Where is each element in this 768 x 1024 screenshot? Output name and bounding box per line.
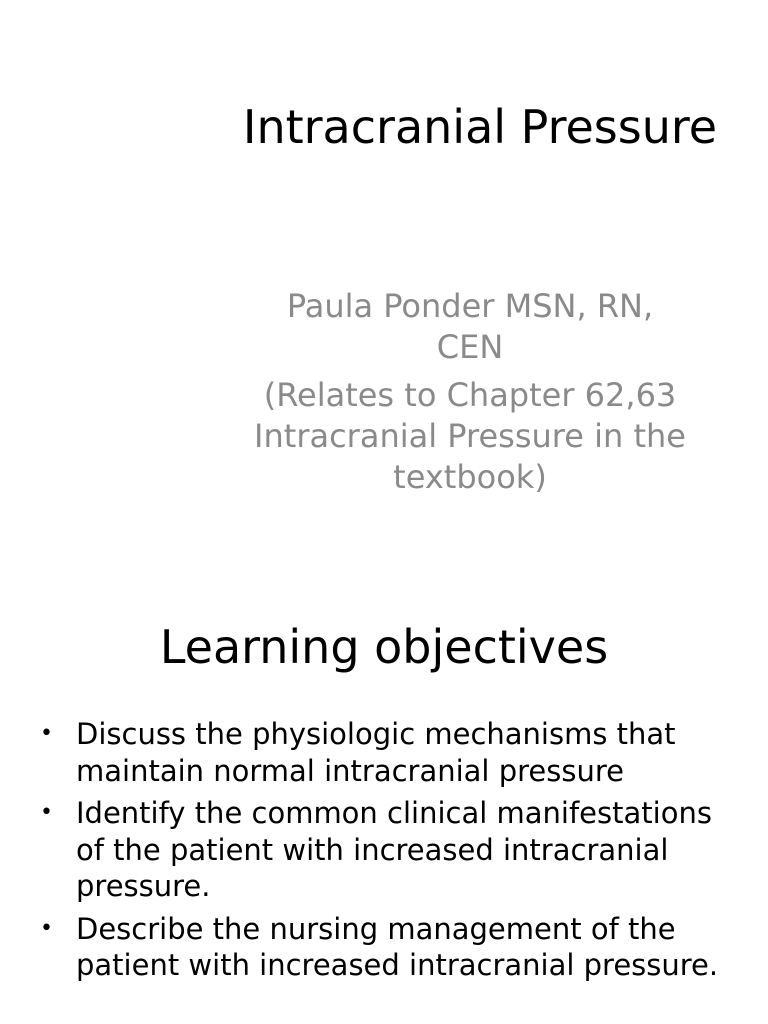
objectives-title: Learning objectives xyxy=(159,620,609,674)
bullet-icon: • xyxy=(40,915,53,941)
objectives-list xyxy=(40,716,740,990)
author-line: Paula Ponder MSN, RN, CEN xyxy=(286,287,654,366)
bullet-icon: • xyxy=(40,800,53,825)
list-item xyxy=(40,911,740,984)
list-item xyxy=(40,716,740,789)
slide-subtitle xyxy=(250,286,690,505)
objective-text: Discuss the physiologic mechanisms that maintain normal intracranial pressure xyxy=(76,717,676,788)
slide-title: Intracranial Pressure xyxy=(242,100,718,154)
bullet-icon: • xyxy=(40,721,53,746)
objective-text: Describe the nursing management of the patient with increased intracranial pressure. xyxy=(76,911,719,982)
chapter-reference: (Relates to Chapter 62,63 Intracranial Pressure in the textbook) xyxy=(254,376,686,496)
objectives-slide xyxy=(0,580,768,1024)
objective-text: Identify the common clinical manifestations of the patient with increased intracranial pressure. xyxy=(76,796,712,903)
list-item xyxy=(40,795,740,905)
